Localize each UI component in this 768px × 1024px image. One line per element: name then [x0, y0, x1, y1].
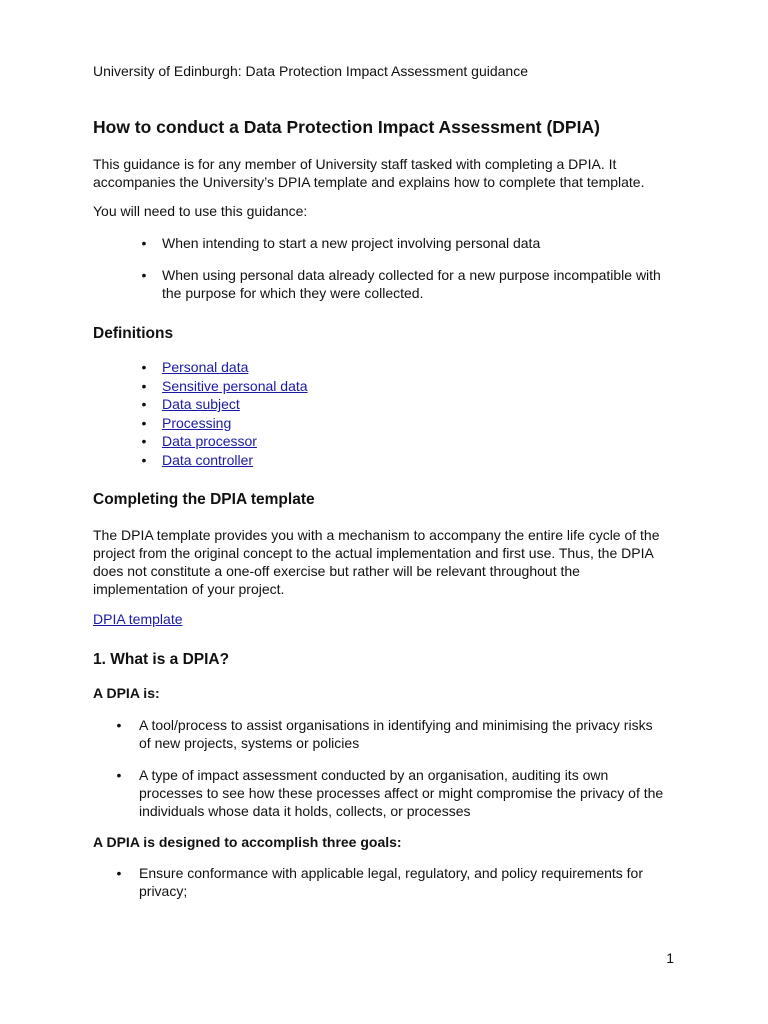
paragraph-line: The DPIA template provides you with a mechanism to accompany the entire life cycle of the — [93, 526, 660, 543]
list-item — [93, 377, 683, 396]
bullet-icon: • — [141, 267, 147, 283]
list-item — [93, 864, 683, 900]
intro-line-1: This guidance is for any member of University staff tasked with completing a DPIA. It — [93, 156, 617, 172]
bullet-icon: • — [116, 766, 122, 783]
link-data-processor[interactable]: Data processor — [162, 433, 257, 450]
list-item-text: A tool/process to assist organisations in identifying and minimising the privacy risks — [139, 716, 653, 733]
paragraph-line: implementation of your project. — [93, 580, 285, 597]
list-item-text: When intending to start a new project involving personal data — [162, 235, 541, 251]
list-item-text: Ensure conformance with applicable legal, regulatory, and policy requirements for — [139, 864, 644, 881]
bullet-icon: • — [141, 433, 147, 450]
list-item — [93, 395, 683, 414]
list-item-text: of new projects, systems or policies — [139, 734, 360, 751]
running-header: University of Edinburgh: Data Protection Impact Assessment guidance — [93, 63, 528, 79]
use-guidance-intro: You will need to use this guidance: — [93, 203, 308, 219]
list-item — [93, 414, 683, 433]
link-data-subject[interactable]: Data subject — [162, 396, 240, 413]
template-link-paragraph — [93, 610, 683, 628]
bullet-icon: • — [141, 451, 147, 468]
link-data-controller[interactable]: Data controller — [162, 451, 254, 468]
list-item — [93, 766, 683, 820]
list-item-text: privacy; — [139, 882, 188, 899]
definitions-heading: Definitions — [93, 325, 174, 342]
intro-line-2: accompanies the University’s DPIA template and explains how to complete that template. — [93, 174, 645, 190]
use-guidance-list — [93, 234, 683, 302]
bullet-icon: • — [141, 396, 147, 413]
list-item-text: individuals whose data it holds, collects, or processes — [139, 802, 471, 819]
page-title: How to conduct a Data Protection Impact Assessment (DPIA) — [93, 117, 600, 137]
intro-paragraph — [93, 155, 683, 191]
list-item-text: the purpose for which they were collected. — [162, 285, 424, 301]
definitions-list — [93, 358, 683, 470]
bullet-icon: • — [116, 716, 122, 733]
bullet-icon: • — [141, 377, 147, 394]
bullet-icon: • — [116, 864, 122, 881]
list-item — [93, 234, 683, 252]
dpia-template-link[interactable]: DPIA template — [93, 610, 183, 627]
bullet-icon: • — [141, 359, 147, 375]
dpia-is-label: A DPIA is: — [93, 684, 160, 701]
dpia-is-list — [93, 716, 683, 820]
link-personal-data[interactable]: Personal data — [162, 359, 249, 375]
link-processing[interactable]: Processing — [162, 414, 232, 431]
goals-list — [93, 864, 683, 900]
list-item-text: When using personal data already collected for a new purpose incompatible with — [162, 267, 661, 283]
completing-template-paragraph — [93, 526, 683, 598]
list-item — [93, 266, 683, 302]
list-item — [93, 358, 683, 377]
what-is-dpia-heading: 1. What is a DPIA? — [93, 650, 230, 668]
list-item-text: processes to see how these processes affect or might compromise the privacy of the — [139, 784, 664, 801]
completing-template-heading: Completing the DPIA template — [93, 490, 315, 508]
paragraph-line: does not constitute a one-off exercise but rather will be relevant throughout the — [93, 562, 580, 579]
list-item-text: A type of impact assessment conducted by an organisation, auditing its own — [139, 766, 609, 783]
list-item — [93, 432, 683, 451]
document-page — [93, 62, 683, 900]
list-item — [93, 451, 683, 470]
bullet-icon: • — [141, 235, 147, 251]
link-sensitive-personal-data[interactable]: Sensitive personal data — [162, 377, 308, 394]
page-number: 1 — [666, 950, 674, 966]
goals-label: A DPIA is designed to accomplish three goals: — [93, 833, 402, 850]
bullet-icon: • — [141, 414, 147, 431]
list-item — [93, 716, 683, 752]
paragraph-line: project from the original concept to the actual implementation and first use. Thus, the DPIA — [93, 544, 654, 561]
